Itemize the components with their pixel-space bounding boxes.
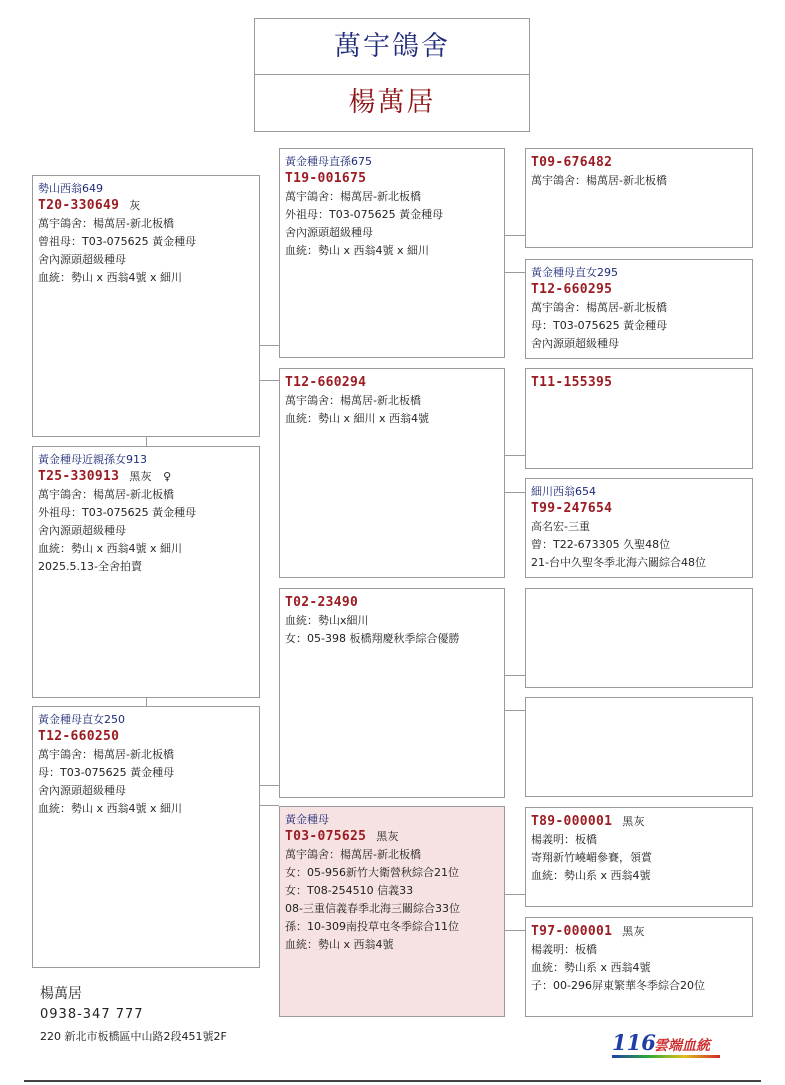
pedigree-ggp-4: [525, 478, 753, 578]
pedigree-dam-sire: [279, 588, 505, 798]
footer-address: 220 新北市板橋區中山路2段451號2F: [40, 1030, 227, 1043]
connector: [505, 930, 525, 931]
pedigree-dam-dam: [279, 806, 505, 1017]
connector: [505, 272, 525, 273]
card-detail-line: 孫：10-309南投草屯冬季綜合11位: [285, 920, 459, 933]
card-header: 黃金種母直孫675: [285, 155, 372, 168]
brand-logo: [612, 1030, 722, 1058]
footer-name: 楊萬居: [40, 986, 82, 1002]
pedigree-ggp-8: [525, 917, 753, 1017]
connector: [260, 785, 279, 786]
pedigree-sire-dam: [279, 368, 505, 578]
logo-text: 雲端血統: [654, 1038, 710, 1054]
card-detail-line: 舍內源頭超級種母: [38, 784, 126, 797]
ring-number-text: T12-660295: [531, 282, 613, 297]
card-detail-line: 血統：勢山 x 西翁4號 x 細川: [285, 244, 430, 257]
connector: [505, 894, 525, 895]
connector: [260, 380, 279, 381]
card-detail-line: 楊義明：板橋: [531, 943, 597, 956]
card-detail-line: 寄翔新竹嶢嵋參賽，領賞: [531, 851, 652, 864]
ring-number: [531, 500, 747, 518]
connector: [146, 437, 147, 446]
card-detail-line: 萬宇鴿舍：楊萬居-新北板橋: [531, 301, 667, 314]
connector: [505, 492, 525, 493]
color-sex-label: 黑灰: [622, 925, 645, 938]
card-detail-line: 子：00-296屏東繁華冬季綜合20位: [531, 979, 705, 992]
footer-contact: [40, 984, 227, 1048]
card-detail-line: 血統：勢山系 x 西翁4號: [531, 869, 651, 882]
card-detail-line: 高名宏-三重: [531, 520, 590, 533]
owner-name: 楊萬居: [348, 87, 436, 118]
ring-number-text: T09-676482: [531, 155, 613, 170]
card-header: 黃金種母直女295: [531, 266, 618, 279]
ring-number: [531, 813, 747, 831]
pedigree-sire: [32, 175, 260, 437]
ring-number-text: T11-155395: [531, 375, 613, 390]
card-header: 細川西翁654: [531, 485, 596, 498]
card-detail-line: 外祖母：T03-075625 黃金種母: [285, 208, 444, 221]
ring-number: [285, 828, 499, 846]
card-header: 勢山西翁649: [38, 182, 103, 195]
card-header: 黃金種母直女250: [38, 713, 125, 726]
loft-name: 萬宇鴿舍: [255, 19, 529, 75]
ring-number-text: T03-075625: [285, 829, 367, 844]
color-sex-label: 黑灰 ♀: [129, 470, 172, 483]
color-sex-label: 黑灰: [376, 830, 399, 843]
card-detail-line: 楊義明：板橋: [531, 833, 597, 846]
card-detail-line: 血統：勢山x細川: [285, 614, 369, 627]
ring-number: [531, 374, 747, 392]
card-header: 黃金種母: [285, 813, 329, 826]
ring-number: [285, 170, 499, 188]
color-sex-label: 黑灰: [622, 815, 645, 828]
card-detail-line: 血統：勢山 x 西翁4號 x 細川: [38, 542, 183, 555]
logo-number: 116: [612, 1030, 656, 1055]
pedigree-ggp-2: [525, 259, 753, 359]
card-detail-line: 血統：勢山 x 西翁4號 x 細川: [38, 802, 183, 815]
color-sex-label: 灰: [129, 199, 141, 212]
card-detail-line: 萬宇鴿舍：楊萬居-新北板橋: [531, 174, 667, 187]
card-detail-line: 萬宇鴿舍：楊萬居-新北板橋: [285, 848, 421, 861]
ring-number: [531, 923, 747, 941]
card-detail-line: 舍內源頭超級種母: [531, 337, 619, 350]
card-detail-line: 母：T03-075625 黃金種母: [531, 319, 668, 332]
card-detail-line: 外祖母：T03-075625 黃金種母: [38, 506, 197, 519]
ring-number: [38, 728, 254, 746]
ring-number-text: T12-660294: [285, 375, 367, 390]
card-detail-line: 萬宇鴿舍：楊萬居-新北板橋: [285, 190, 421, 203]
ring-number-text: T25-330913: [38, 469, 120, 484]
pedigree-dam: [32, 446, 260, 698]
card-detail-line: 血統：勢山 x 西翁4號 x 細川: [38, 271, 183, 284]
ring-number-text: T02-23490: [285, 595, 359, 610]
connector: [505, 235, 525, 236]
ring-number: [285, 374, 499, 392]
pedigree-ggp-6: [525, 697, 753, 797]
pedigree-ggp-5: [525, 588, 753, 688]
card-detail-line: 曾祖母：T03-075625 黃金種母: [38, 235, 197, 248]
card-detail-line: 母：T03-075625 黃金種母: [38, 766, 175, 779]
connector: [146, 698, 147, 706]
ring-number: [38, 468, 254, 486]
ring-number-text: T97-000001: [531, 924, 613, 939]
card-detail-line: 萬宇鴿舍：楊萬居-新北板橋: [38, 748, 174, 761]
card-detail-line: 曾：T22-673305 久聖48位: [531, 538, 671, 551]
connector: [505, 675, 525, 676]
connector: [505, 455, 525, 456]
card-detail-line: 萬宇鴿舍：楊萬居-新北板橋: [38, 217, 174, 230]
title-box: [254, 18, 530, 132]
logo-underline: [612, 1055, 720, 1058]
connector: [260, 345, 279, 346]
ring-number: [531, 281, 747, 299]
ring-number-text: T12-660250: [38, 729, 120, 744]
ring-number-text: T20-330649: [38, 198, 120, 213]
card-detail-line: 女：05-956新竹大衛營秋綜合21位: [285, 866, 459, 879]
card-detail-line: 女：05-398 板橋翔慶秋季綜合優勝: [285, 632, 460, 645]
bottom-divider: [24, 1080, 761, 1082]
ring-number: [285, 594, 499, 612]
card-detail-line: 21-台中久聖冬季北海六關綜合48位: [531, 556, 706, 569]
card-detail-line: 萬宇鴿舍：楊萬居-新北板橋: [38, 488, 174, 501]
ring-number: [38, 197, 254, 215]
pedigree-ggp-3: [525, 368, 753, 469]
card-detail-line: 萬宇鴿舍：楊萬居-新北板橋: [285, 394, 421, 407]
card-header: 黃金種母近親孫女913: [38, 453, 147, 466]
ring-number: [531, 154, 747, 172]
pedigree-sire-sire: [279, 148, 505, 358]
pedigree-ggp-7: [525, 807, 753, 907]
card-detail-line: 舍內源頭超級種母: [38, 253, 126, 266]
card-detail-line: 舍內源頭超級種母: [38, 524, 126, 537]
card-detail-line: 血統：勢山 x 西翁4號: [285, 938, 394, 951]
pedigree-ggp-1: [525, 148, 753, 248]
footer-phone: 0938-347 777: [40, 1007, 144, 1022]
connector: [505, 710, 525, 711]
card-detail-line: 女：T08-254510 信義33: [285, 884, 414, 897]
card-detail-line: 血統：勢山 x 細川 x 西翁4號: [285, 412, 430, 425]
card-detail-line: 08-三重信義春季北海三關綜合33位: [285, 902, 460, 915]
card-detail-line: 血統：勢山系 x 西翁4號: [531, 961, 651, 974]
card-detail-line: 舍內源頭超級種母: [285, 226, 373, 239]
ring-number-text: T19-001675: [285, 171, 367, 186]
connector: [260, 805, 279, 806]
ring-number-text: T89-000001: [531, 814, 613, 829]
card-detail-line: 2025.5.13-全舍拍賣: [38, 560, 142, 573]
ring-number-text: T99-247654: [531, 501, 613, 516]
pedigree-dam-line: [32, 706, 260, 968]
